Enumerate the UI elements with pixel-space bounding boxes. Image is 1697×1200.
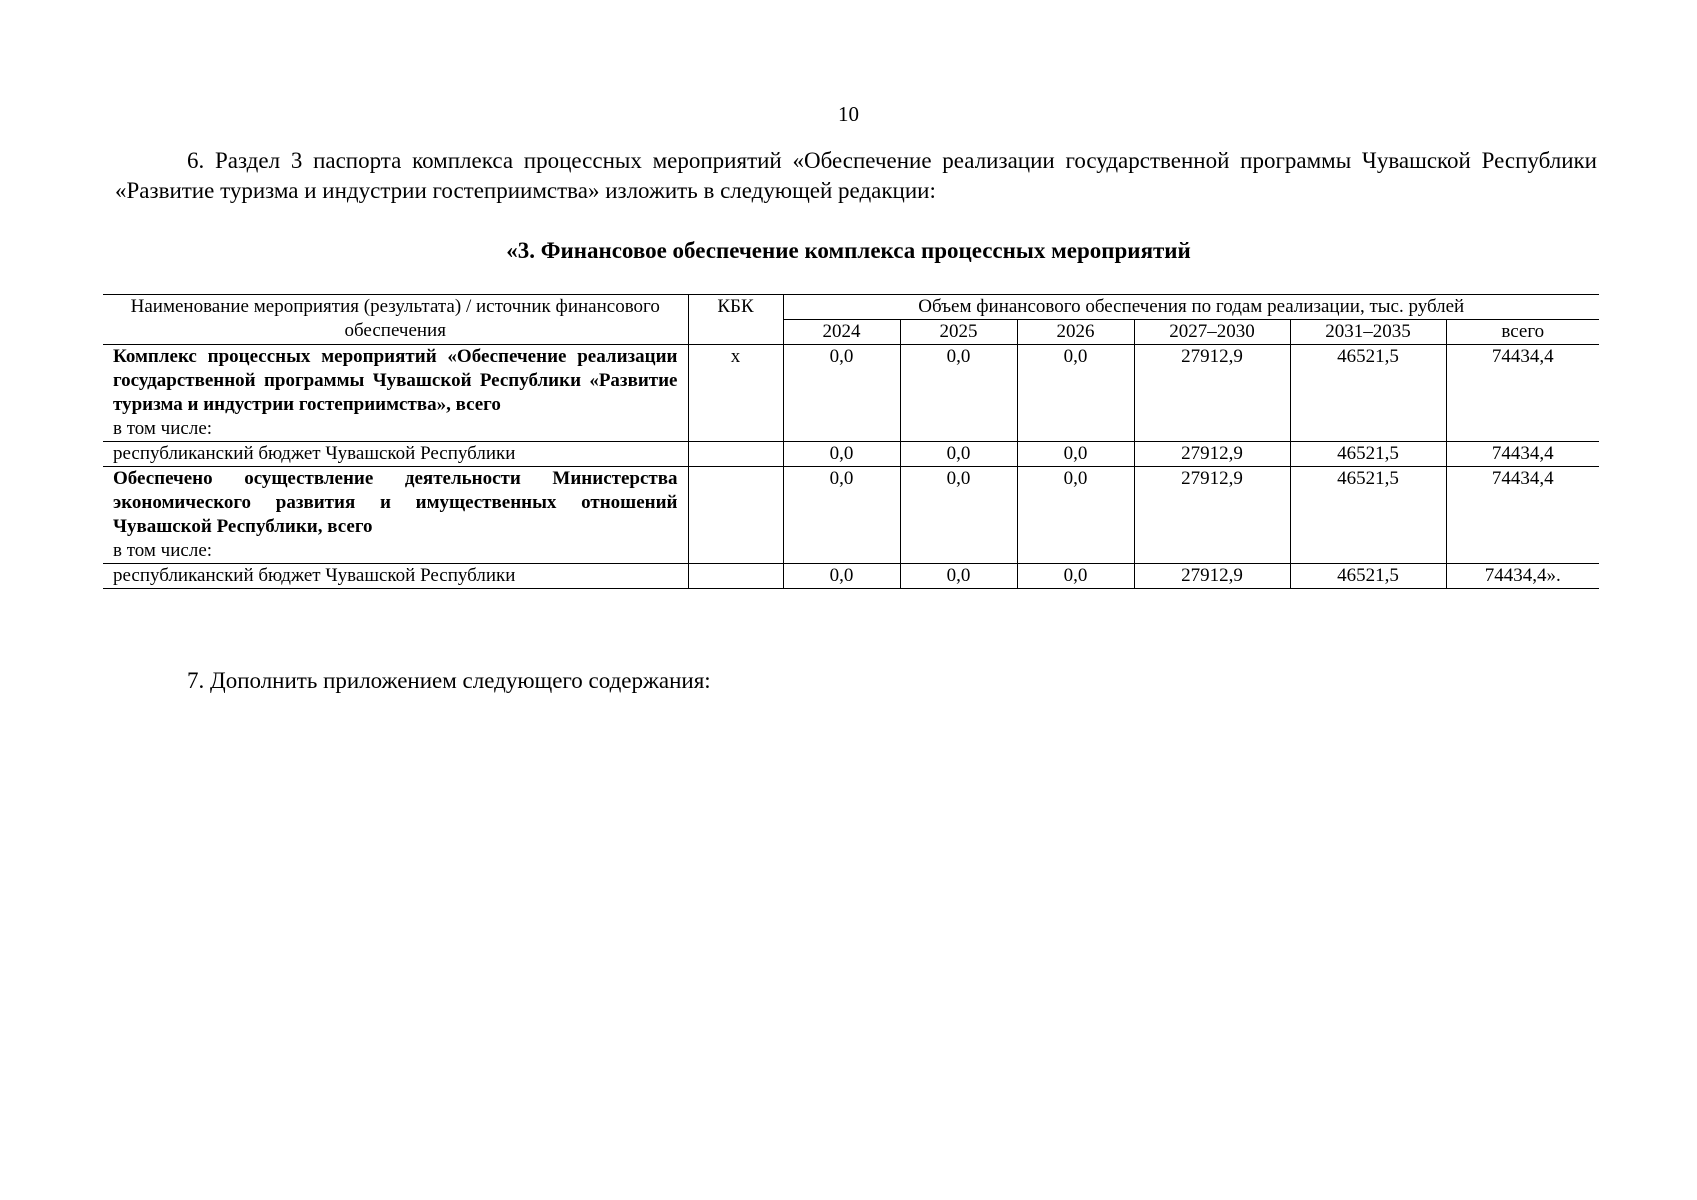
row-name-cell: республиканский бюджет Чувашской Республики	[103, 564, 688, 589]
row-value: 27912,9	[1134, 442, 1290, 467]
header-year: 2027–2030	[1134, 320, 1290, 345]
table-row	[103, 564, 1599, 589]
row-value: 0,0	[900, 442, 1017, 467]
row-value: 46521,5	[1290, 442, 1446, 467]
page-number: 10	[838, 102, 859, 126]
row-value: 46521,5	[1290, 345, 1446, 442]
table-row	[103, 442, 1599, 467]
row-name-bold: Комплекс процессных мероприятий «Обеспечение реализации государственной программы Чувашской Республики «Развитие туризма и индустрии гостеприимства», всего	[113, 346, 678, 415]
row-value: 46521,5	[1290, 467, 1446, 564]
row-value: 0,0	[900, 564, 1017, 589]
row-value: 0,0	[900, 345, 1017, 442]
row-kbk	[688, 564, 783, 589]
row-value: 27912,9	[1134, 467, 1290, 564]
row-value: 0,0	[1017, 442, 1134, 467]
row-name-cell	[103, 345, 688, 442]
section-title: «3. Финансовое обеспечение комплекса процессных мероприятий	[506, 238, 1191, 263]
header-volume: Объем финансового обеспечения по годам реализации, тыс. рублей	[783, 295, 1599, 320]
row-value: 0,0	[783, 564, 900, 589]
table-header-row-1	[103, 295, 1599, 320]
row-kbk	[688, 467, 783, 564]
row-name-bold: Обеспечено осуществление деятельности Министерства экономического развития и имущественных отношений Чувашской Республики, всего	[113, 468, 678, 537]
row-value: 27912,9	[1134, 345, 1290, 442]
paragraph-6: 6. Раздел 3 паспорта комплекса процессных мероприятий «Обеспечение реализации государственной программы Чувашской Республики «Развитие туризма и индустрии гостеприимства» изложить в следующей редакции:	[115, 148, 1597, 203]
row-value: 27912,9	[1134, 564, 1290, 589]
table-row	[103, 467, 1599, 564]
header-year: 2024	[783, 320, 900, 345]
row-value: 0,0	[783, 467, 900, 564]
row-value: 0,0	[1017, 345, 1134, 442]
table-row	[103, 345, 1599, 442]
header-kbk: КБК	[688, 295, 783, 345]
row-value: 0,0	[900, 467, 1017, 564]
header-name-column: Наименование мероприятия (результата) / источник финансового обеспечения	[103, 295, 688, 345]
row-value-total: 74434,4	[1446, 467, 1599, 564]
row-value: 0,0	[783, 442, 900, 467]
header-total: всего	[1446, 320, 1599, 345]
row-kbk: х	[688, 345, 783, 442]
financing-table	[103, 294, 1599, 589]
row-name-note: в том числе:	[113, 418, 213, 439]
row-value-total: 74434,4	[1446, 442, 1599, 467]
row-value: 0,0	[783, 345, 900, 442]
row-name-note: в том числе:	[113, 540, 213, 561]
row-value-total: 74434,4	[1446, 345, 1599, 442]
row-value: 0,0	[1017, 467, 1134, 564]
row-name-cell	[103, 467, 688, 564]
paragraph-7: 7. Дополнить приложением следующего содержания:	[187, 668, 711, 693]
row-value: 0,0	[1017, 564, 1134, 589]
header-year: 2025	[900, 320, 1017, 345]
row-value-total: 74434,4».	[1446, 564, 1599, 589]
header-year: 2031–2035	[1290, 320, 1446, 345]
row-value: 46521,5	[1290, 564, 1446, 589]
row-kbk	[688, 442, 783, 467]
row-name-cell: республиканский бюджет Чувашской Республики	[103, 442, 688, 467]
header-year: 2026	[1017, 320, 1134, 345]
